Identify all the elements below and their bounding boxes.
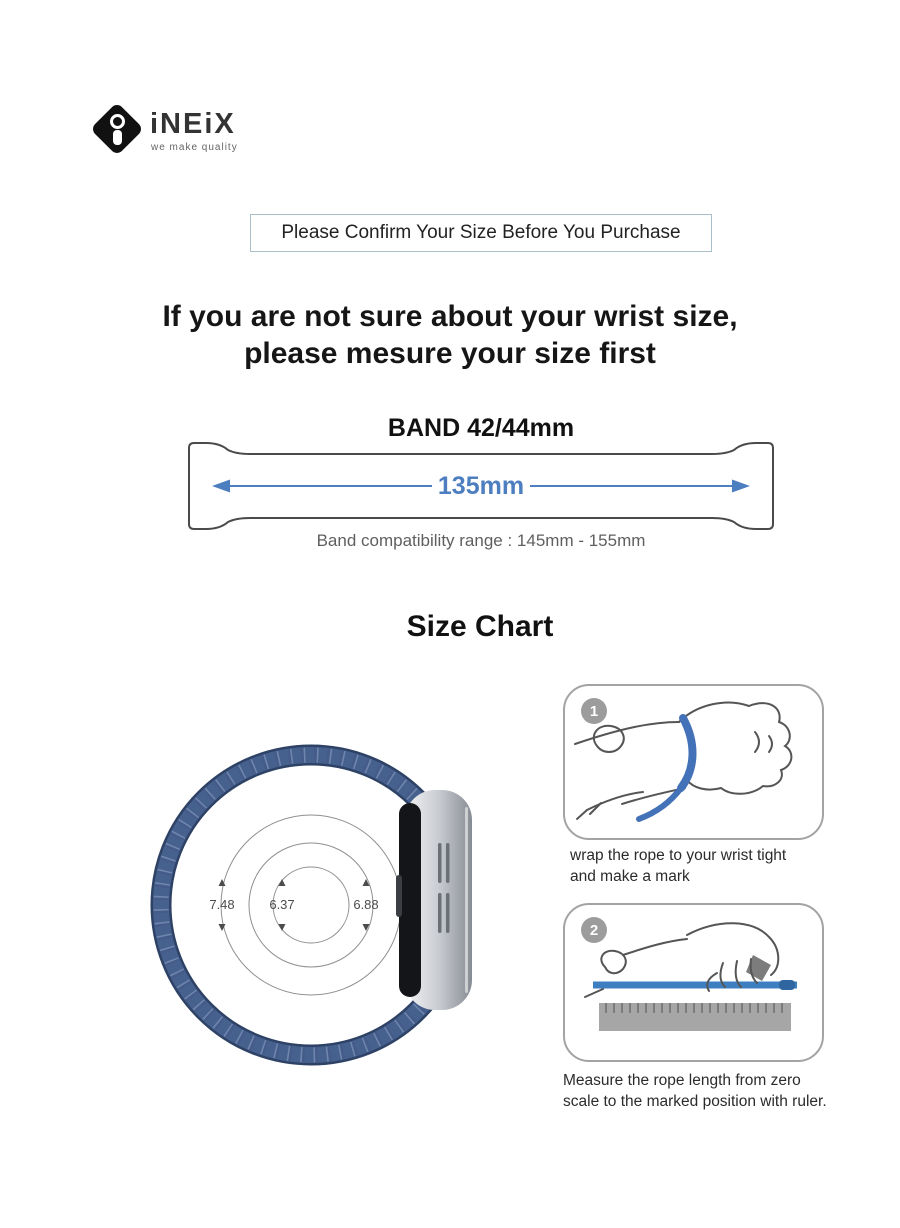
band-size-label: BAND 42/44mm xyxy=(387,414,575,442)
step-1-caption: wrap the rope to your wrist tight and make a mark xyxy=(570,847,787,885)
blue-rope xyxy=(639,718,693,819)
measurement-labels xyxy=(209,879,378,931)
page-title xyxy=(0,298,900,372)
step-1-badge: 1 xyxy=(581,698,607,724)
blue-rope xyxy=(593,980,797,990)
brand-logo xyxy=(92,104,312,166)
step-2-badge: 2 xyxy=(581,917,607,943)
step-2-caption: Measure the rope length from zero scale to the marked position with ruler. xyxy=(563,1072,827,1110)
band-compatibility-range: Band compatibility range : 145mm - 155mm xyxy=(316,531,646,550)
page-title-line2: please mesure your size first xyxy=(244,337,656,370)
watch-glyph-icon xyxy=(98,110,136,148)
band-length-value: 135mm xyxy=(437,472,525,500)
band-length-diagram xyxy=(186,440,776,532)
step-2-card xyxy=(563,903,824,1062)
ruler xyxy=(599,1003,791,1031)
brand-tagline: we make quality xyxy=(151,142,238,153)
side-button xyxy=(396,875,402,917)
measurement-outer: 7.48 xyxy=(209,897,235,912)
watch-body xyxy=(396,790,472,1010)
brand-name: iNEiX xyxy=(150,108,236,140)
size-chart-title: Size Chart xyxy=(406,610,554,643)
watch-band-illustration xyxy=(150,725,500,1090)
page-title-line1: If you are not sure about your wrist size, xyxy=(162,300,738,333)
measurement-middle: 6.37 xyxy=(269,897,295,912)
confirm-size-notice: Please Confirm Your Size Before You Purchase xyxy=(250,214,712,252)
step-1-illustration xyxy=(567,692,820,832)
measurement-inner: 6.88 xyxy=(353,897,379,912)
step-1-card xyxy=(563,684,824,840)
step-2-illustration xyxy=(567,911,820,1056)
